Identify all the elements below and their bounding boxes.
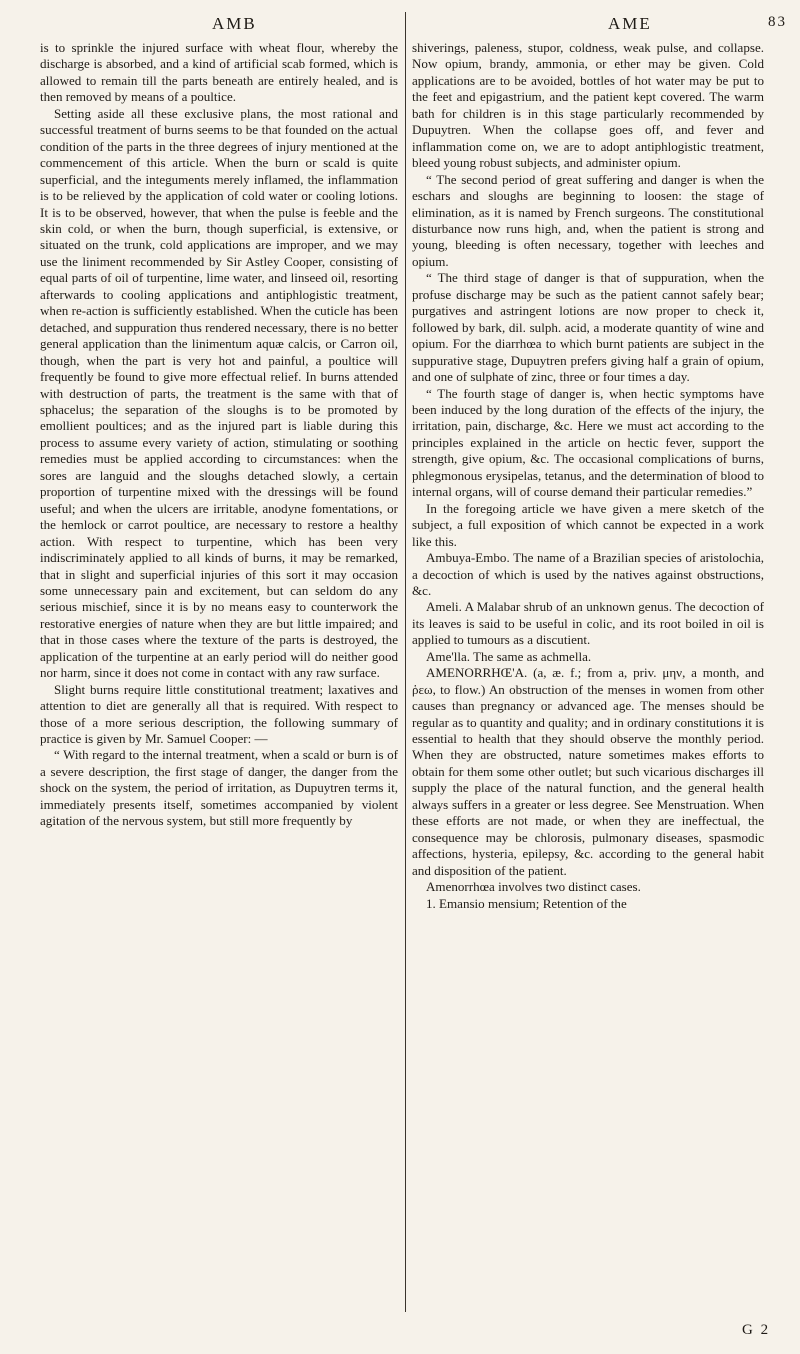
paragraph: Slight burns require little constitutional treatment; laxatives and attention to diet are generally all that is required. With respect to those of a more serious description, the following summary of practice is given by Mr. Samuel Cooper: — <box>40 681 398 747</box>
paragraph: Ambuya-Embo. The name of a Brazilian species of aristolochia, a decoction of which is used by the natives against obstructions, &c. <box>412 550 764 598</box>
paragraph: “ The second period of great suffering and danger is when the eschars and sloughs are beginning to loosen: the stage of elimination, as it is named by French surgeons. The constitutional disturbance now runs high, and, when the patient is strong and young, bleeding is often necessary, together with leeches and opium. <box>412 171 764 269</box>
page-number: 83 <box>768 14 787 30</box>
paragraph: In the foregoing article we have given a mere sketch of the subject, a full exposition of which cannot be expected in a work like this. <box>412 500 764 549</box>
right-column <box>412 40 764 912</box>
paragraph: is to sprinkle the injured surface with wheat flour, whereby the discharge is absorbed, and a kind of artificial scab formed, which is allowed to remain till the parts beneath are entirely healed, and is then removed by means of a poultice. <box>40 40 398 105</box>
paragraph: 1. Emansio mensium; Retention of the <box>426 895 627 911</box>
running-header <box>0 8 800 34</box>
header-right-guideword: AME <box>608 14 652 33</box>
header-left-guideword: AMB <box>212 14 257 33</box>
paragraph: shiverings, paleness, stupor, coldness, weak pulse, and collapse. Now opium, brandy, ammonia, or ether may be given. Cold applications are to be avoided, bottles of hot water may be put to the feet and epigastrium, and the patient kept covered. The warm bath for children is in this stage particularly recommended by Dupuytren. When the collapse goes off, and fever and inflammation come on, we are to adopt antiphlogistic treatment, bleed young robust subjects, and administer opium. <box>412 40 764 171</box>
column-divider <box>405 12 406 1312</box>
paragraph: Setting aside all these exclusive plans, the most rational and successful treatment of burns seems to be that founded on the actual condition of the parts in the three degrees of injury mentioned at the commencement of this article. When the burn or scald is quite superficial, and the integuments merely inflamed, the inflammation is to be relieved by the application of cold water or cooling lotions. It is to be observed, however, that when the pulse is feeble and the skin cold, or when the burn, though superficial, is extensive, or situated on the trunk, cold applications are improper, and we may use the liniment recommended by Sir Astley Cooper, consisting of equal parts of oil of turpentine, lime water, and linseed oil, resorting afterwards to cooling applications and antiphlogistic treatment, when re-action is sufficiently established. When the cuticle has been detached, and suppuration thus rendered necessary, there is no better general application than the linimentum aquæ calcis, or Carron oil, though, when the part is very hot and painful, a poultice will frequently be found to give more effectual relief. In burns attended with destruction of parts, the treatment is the same with that of sphacelus; the separation of the sloughs is to be promoted by emollient poultices; and as the injured part is liable during this process to assume every variety of action, stimulating or soothing remedies must be applied according to circumstances: when the sores are languid and the sloughs detached slowly, a certain proportion of turpentine mixed with the dressings will be found useful; and when the ulcers are irritable, anodyne fomentations, or the hemlock or carrot poultice, are necessary to restore a healthy action. With respect to turpentine, which has been very indiscriminately applied to all kinds of burns, it may be remarked, that in slight and superficial injuries of this sort it may occasion some unnecessary pain and excitement, but can seldom do any serious mischief, since it is by no means easy to counterwork the restorative energies of nature when they are but little impaired; and that in those cases where the texture of the parts is destroyed, the application of the turpentine at an early period will do neither good nor harm, since it does not come in contact with any raw surface. <box>40 105 398 681</box>
paragraph: “ The fourth stage of danger is, when hectic symptoms have been induced by the long duration of the effects of the injury, the irritation, pain, discharge, &c. Here we must act according to the principles explained in the article on hectic fever, support the strength, give opium, &c. The occasional complications of burns, phlegmonous erysipelas, tetanus, and the determination of blood to internal organs, will of course demand their particular remedies.” <box>412 385 764 500</box>
signature-mark: G 2 <box>742 1322 771 1338</box>
left-column <box>40 40 398 830</box>
paragraph: “ With regard to the internal treatment, when a scald or burn is of a severe description, the first stage of danger, the danger from the shock on the system, the period of irritation, as Dupuytren terms it, immediately presents itself, sometimes accompanied by violent agitation of the nervous system, but still more frequently by <box>40 747 398 829</box>
paragraph: Ame'lla. The same as achmella. <box>426 648 592 664</box>
paragraph: AMENORRHŒ'A. (a, æ. f.; from a, priv. μην, a month, and ῥεω, to flow.) An obstruction of the menses in women from other causes than pregnancy or advanced age. The menses should be regular as to quantity and quality; and in ordinary constitutions it is essential to health that they should observe the monthly period. When they are obstructed, nature sometimes makes efforts to obtain for them some other outlet; but such vicarious discharges ill supply the place of the natural function, and the general health always suffers in a greater or less degree. See Menstruation. When these efforts are not made, or when they are ineffectual, the consequence may be chlorosis, pulmonary diseases, spasmodic affections, hysteria, epilepsy, &c. according to the general habit and disposition of the patient. <box>412 665 764 878</box>
paragraph: “ The third stage of danger is that of suppuration, when the profuse discharge may be such as the patient cannot safely bear; purgatives and astringent lotions are now proper to check it, followed by bark, dil. sulph. acid, a moderate quantity of wine and opium. For the diarrhœa to which burnt patients are subject in the suppurative stage, Dupuytren prefers giving half a grain of opium, and one of sulphate of zinc, three or four times a day. <box>412 270 764 385</box>
paragraph: Amenorrhœa involves two distinct cases. <box>426 879 641 895</box>
paragraph: Ameli. A Malabar shrub of an unknown genus. The decoction of its leaves is said to be useful in colic, and its root boiled in oil is applied to tumours as a discutient. <box>412 599 764 648</box>
